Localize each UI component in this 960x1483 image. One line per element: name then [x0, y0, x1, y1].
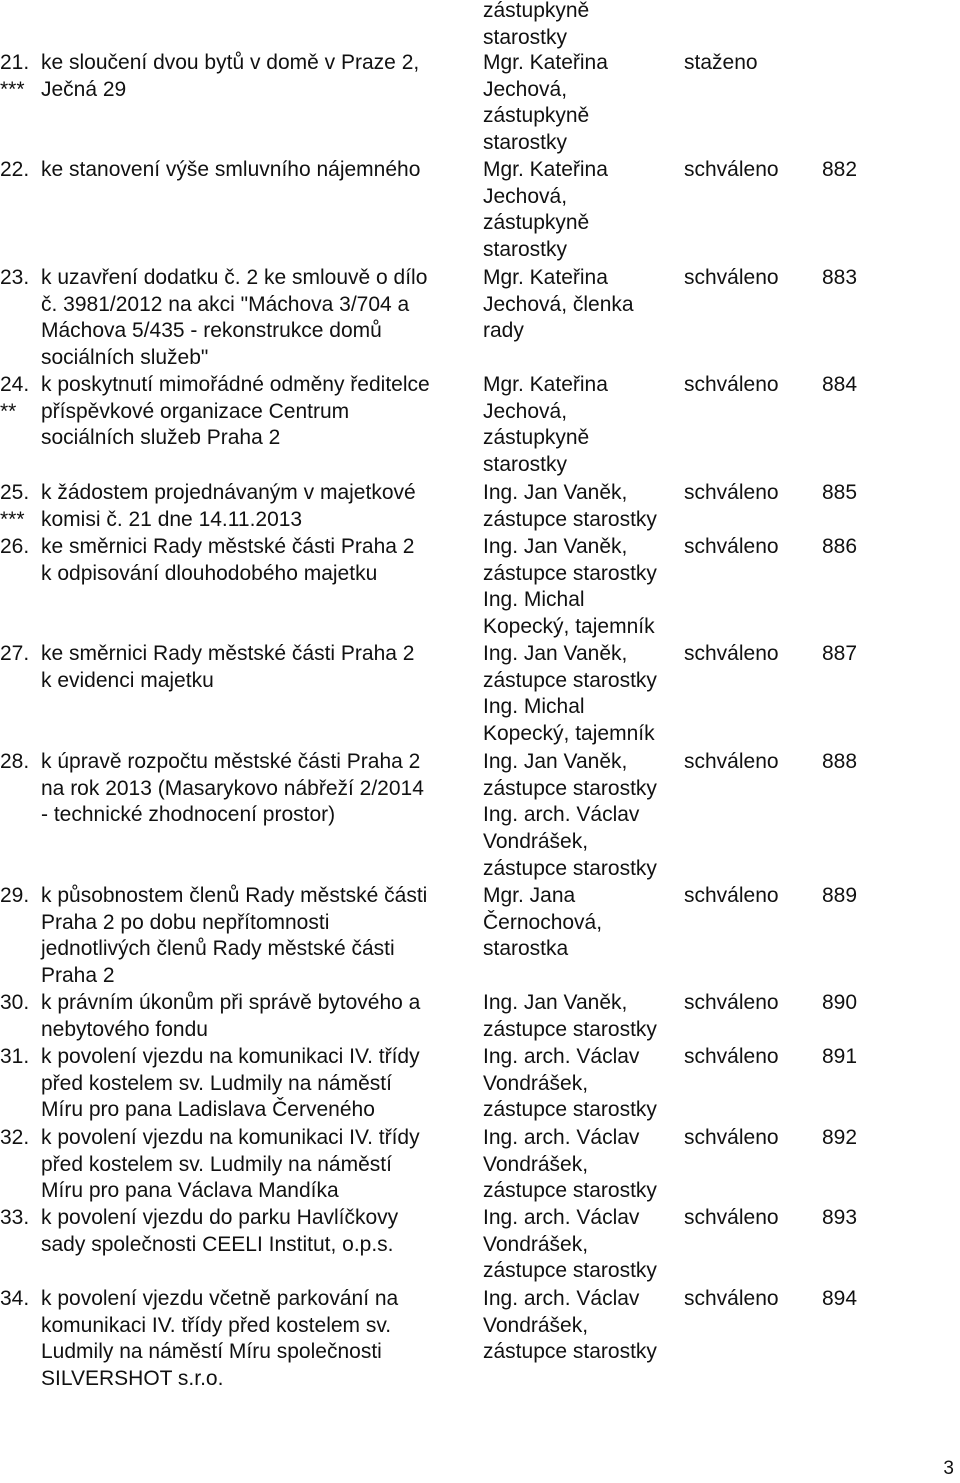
item-number: 26. [0, 535, 30, 558]
item-number: 25. *** [0, 481, 30, 531]
item-presenter: Mgr. Jana Černochová, starostka [483, 884, 603, 961]
resolution-number: 893 [822, 1206, 858, 1229]
item-subject: ke směrnici Rady městské části Praha 2 k odpisování dlouhodobého majetku [41, 535, 415, 585]
resolution-number: 884 [822, 373, 858, 396]
item-result: schváleno [684, 158, 779, 181]
item-presenter: Mgr. Kateřina Jechová, zástupkyně starostky [483, 158, 608, 262]
resolution-number: 892 [822, 1126, 858, 1149]
item-result: staženo [684, 51, 758, 74]
item-presenter: Ing. Jan Vaněk, zástupce starostky Ing. arch. Václav Vondrášek, zástupce starostky [483, 750, 657, 880]
item-presenter: Ing. Jan Vaněk, zástupce starostky [483, 991, 657, 1041]
item-number: 24. ** [0, 373, 30, 423]
resolution-number: 894 [822, 1287, 858, 1310]
item-subject: k povolení vjezdu do parku Havlíčkovy sady společnosti CEELI Institut, o.p.s. [41, 1206, 399, 1256]
resolution-number: 883 [822, 266, 858, 289]
item-presenter: Mgr. Kateřina Jechová, zástupkyně starostky [483, 51, 608, 155]
item-presenter: Ing. arch. Václav Vondrášek, zástupce starostky [483, 1287, 657, 1364]
item-presenter: Ing. Jan Vaněk, zástupce starostky Ing. Michal Kopecký, tajemník [483, 535, 657, 639]
item-subject: k povolení vjezdu včetně parkování na komunikaci IV. třídy před kostelem sv. Ludmily na náměstí Míru společnosti SILVERSHOT s.r.o. [41, 1287, 399, 1391]
item-result: schváleno [684, 481, 779, 504]
item-result: schváleno [684, 1045, 779, 1068]
item-subject: ke stanovení výše smluvního nájemného [41, 158, 421, 181]
item-presenter: Ing. Jan Vaněk, zástupce starostky Ing. Michal Kopecký, tajemník [483, 642, 657, 746]
item-result: schváleno [684, 991, 779, 1014]
resolution-number: 886 [822, 535, 858, 558]
item-subject: k žádostem projednávaným v majetkové komisi č. 21 dne 14.11.2013 [41, 481, 416, 531]
item-number: 30. [0, 991, 30, 1014]
item-result: schváleno [684, 535, 779, 558]
item-subject: k povolení vjezdu na komunikaci IV. třídy před kostelem sv. Ludmily na náměstí Míru pro pana Ladislava Červeného [41, 1045, 420, 1122]
presenter-carryover-text: zástupkyně starostky [483, 0, 590, 49]
item-presenter: Ing. arch. Václav Vondrášek, zástupce starostky [483, 1126, 657, 1203]
item-result: schváleno [684, 1206, 779, 1229]
resolution-number: 889 [822, 884, 858, 907]
item-number: 34. [0, 1287, 30, 1310]
item-result: schváleno [684, 373, 779, 396]
item-subject: k právním úkonům při správě bytového a nebytového fondu [41, 991, 421, 1041]
item-result: schváleno [684, 884, 779, 907]
item-subject: k poskytnutí mimořádné odměny ředitelce příspěvkové organizace Centrum sociálních služeb Praha 2 [41, 373, 430, 450]
item-result: schváleno [684, 750, 779, 773]
item-subject: ke sloučení dvou bytů v domě v Praze 2, Ječná 29 [41, 51, 420, 101]
item-subject: k úpravě rozpočtu městské části Praha 2 na rok 2013 (Masarykovo nábřeží 2/2014 - technické zhodnocení prostor) [41, 750, 424, 827]
item-number: 28. [0, 750, 30, 773]
item-subject: k uzavření dodatku č. 2 ke smlouvě o dílo č. 3981/2012 na akci "Máchova 3/704 a Máchova 5/435 - rekonstrukce domů sociálních služeb" [41, 266, 428, 370]
item-result: schváleno [684, 1126, 779, 1149]
item-number: 21. *** [0, 51, 30, 101]
item-result: schváleno [684, 266, 779, 289]
item-presenter: Ing. arch. Václav Vondrášek, zástupce starostky [483, 1206, 657, 1283]
item-number: 32. [0, 1126, 30, 1149]
item-result: schváleno [684, 1287, 779, 1310]
item-number: 33. [0, 1206, 30, 1229]
resolution-number: 882 [822, 158, 858, 181]
item-subject: ke směrnici Rady městské části Praha 2 k evidenci majetku [41, 642, 415, 692]
item-subject: k povolení vjezdu na komunikaci IV. třídy před kostelem sv. Ludmily na náměstí Míru pro pana Václava Mandíka [41, 1126, 420, 1203]
item-presenter: Ing. Jan Vaněk, zástupce starostky [483, 481, 657, 531]
page-number: 3 [943, 1458, 954, 1479]
resolution-number: 891 [822, 1045, 858, 1068]
resolution-number: 888 [822, 750, 858, 773]
resolution-number: 885 [822, 481, 858, 504]
resolution-number: 887 [822, 642, 858, 665]
item-number: 27. [0, 642, 30, 665]
item-number: 22. [0, 158, 30, 181]
item-number: 31. [0, 1045, 30, 1068]
resolution-number: 890 [822, 991, 858, 1014]
item-result: schváleno [684, 642, 779, 665]
item-number: 23. [0, 266, 30, 289]
item-presenter: Mgr. Kateřina Jechová, zástupkyně starostky [483, 373, 608, 477]
item-number: 29. [0, 884, 30, 907]
item-presenter: Mgr. Kateřina Jechová, členka rady [483, 266, 634, 343]
item-subject: k působnostem členů Rady městské části Praha 2 po dobu nepřítomnosti jednotlivých členů Rady městské části Praha 2 [41, 884, 428, 988]
item-presenter: Ing. arch. Václav Vondrášek, zástupce starostky [483, 1045, 657, 1122]
